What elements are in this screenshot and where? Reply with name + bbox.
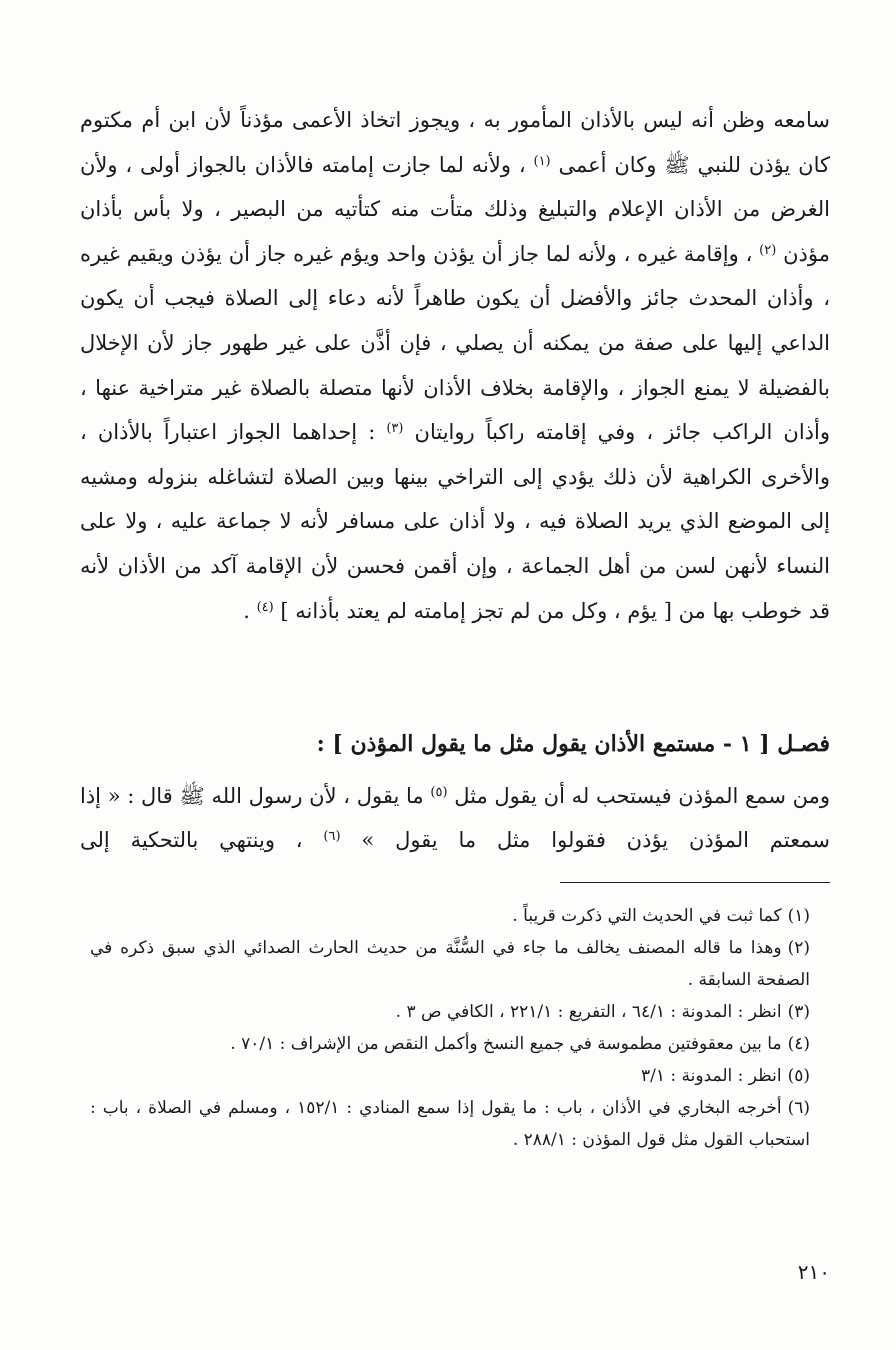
footnote-text: انظر : المدونة : ٦٤/١ ، التفريع : ٢٢١/١ ، الكافي ص ٣ . [395,1002,782,1022]
footnote-number: (٣) [787,1002,810,1022]
footnote-number: (٦) [787,1098,811,1118]
footnotes [90,900,830,1156]
footnote-separator [560,882,830,883]
main-text-continued [80,774,830,862]
footnote-number: (٤) [787,1034,810,1054]
footnote-4 [90,1028,830,1060]
paragraph-1: سامعه وظن أنه ليس بالأذان المأمور به ، ويجوز اتخاذ الأعمى مؤذناً لأن ابن أم مكتوم كان يؤذن للنبي ﷺ وكان أعمى $^{(١)}$ ، ولأنه لما جازت إمامته فالأذان بالجواز أولى ، ولأن الغرض من الأذان الإعلام والتبليغ وذلك متأت منه كتأتيه من البصير ، ولا بأس بأذان مؤذن $^{(٢)}$ ، وإقامة غيره ، ولأنه لما جاز أن يؤذن واحد ويؤم غيره جاز أن يؤذن ويقيم غيره ، وأذان المحدث جائز والأفضل أن يكون طاهراً لأنه دعاء إلى الصلاة فيجب أن يكون الداعي إليها على صفة من يمكنه أن يصلي ، فإن أذَّن على غير طهور جاز لأن الإخلال بالفضيلة لا يمنع الجواز ، والإقامة بخلاف الأذان لأنها متصلة بالصلاة غير متراخية عنها ، وأذان الراكب جائز ، وفي إقامته راكباً روايتان $^{(٣)}$ : إحداهما الجواز اعتباراً بالأذان ، والأخرى الكراهية لأن ذلك يؤدي إلى التراخي بينها وبين الصلاة لتشاغله بنزوله ومشيه إلى الموضع الذي يريد الصلاة فيه ، ولا أذان على مسافر لأنه لا جماعة عليه ، ولا على النساء لأنهن لسن من أهل الجماعة ، وإن أقمن فحسن لأن الإقامة آكد من الأذان لأنه قد خوطب بها من [ يؤم ، وكل من لم تجز إمامته لم يعتد بأذانه ] $^{(٤)}$ . [80,108,830,623]
footnote-ref-5[interactable]: (٥) [430,785,448,800]
paragraph-2: ومن سمع المؤذن فيستحب له أن يقول مثل $^{(٥)}$ ما يقول ، لأن رسول الله ﷺ قال : « إذا سمعتم المؤذن يؤذن فقولوا مثل ما يقول » $^{(٦)}$ ، وينتهي بالتحكية إلى [80,784,830,852]
main-text [80,98,830,633]
footnote-6 [90,1092,830,1156]
footnote-1 [90,900,830,932]
page-number: ٢١٠ [797,1260,830,1284]
footnote-number: (٥) [787,1066,810,1086]
footnote-text: انظر : المدونة : ٣/١ [641,1066,782,1086]
footnote-text: ما بين معقوفتين مطموسة في جميع النسخ وأكمل النقص من الإشراف : ٧٠/١ . [230,1034,782,1054]
footnote-3 [90,996,830,1028]
footnote-ref-4[interactable]: (٤) [256,599,274,615]
footnote-text: وهذا ما قاله المصنف يخالف ما جاء في السُّنَّة من حديث الحارث الصدائي الذي سبق ذكره في الصفحة السابقة . [90,938,810,990]
footnote-ref-1[interactable]: (١) [533,153,551,169]
footnote-number: (٢) [787,938,810,958]
footnote-ref-3[interactable]: (٣) [386,421,404,437]
section-heading: فصـل [ ١ - مستمع الأذان يقول مثل ما يقول المؤذن ] : [316,731,830,757]
footnote-number: (١) [787,906,810,926]
footnote-text: كما ثبت في الحديث التي ذكرت قريباً . [512,906,782,926]
footnote-2 [90,932,830,996]
footnote-5 [90,1060,830,1092]
footnote-ref-2[interactable]: (٢) [759,242,777,258]
footnote-text: أخرجه البخاري في الأذان ، باب : ما يقول إذا سمع المنادي : ١٥٢/١ ، ومسلم في الصلاة ، باب : استحباب القول مثل قول المؤذن : ٢٨٨/١ . [90,1098,810,1150]
footnote-ref-6[interactable]: (٦) [323,829,341,844]
